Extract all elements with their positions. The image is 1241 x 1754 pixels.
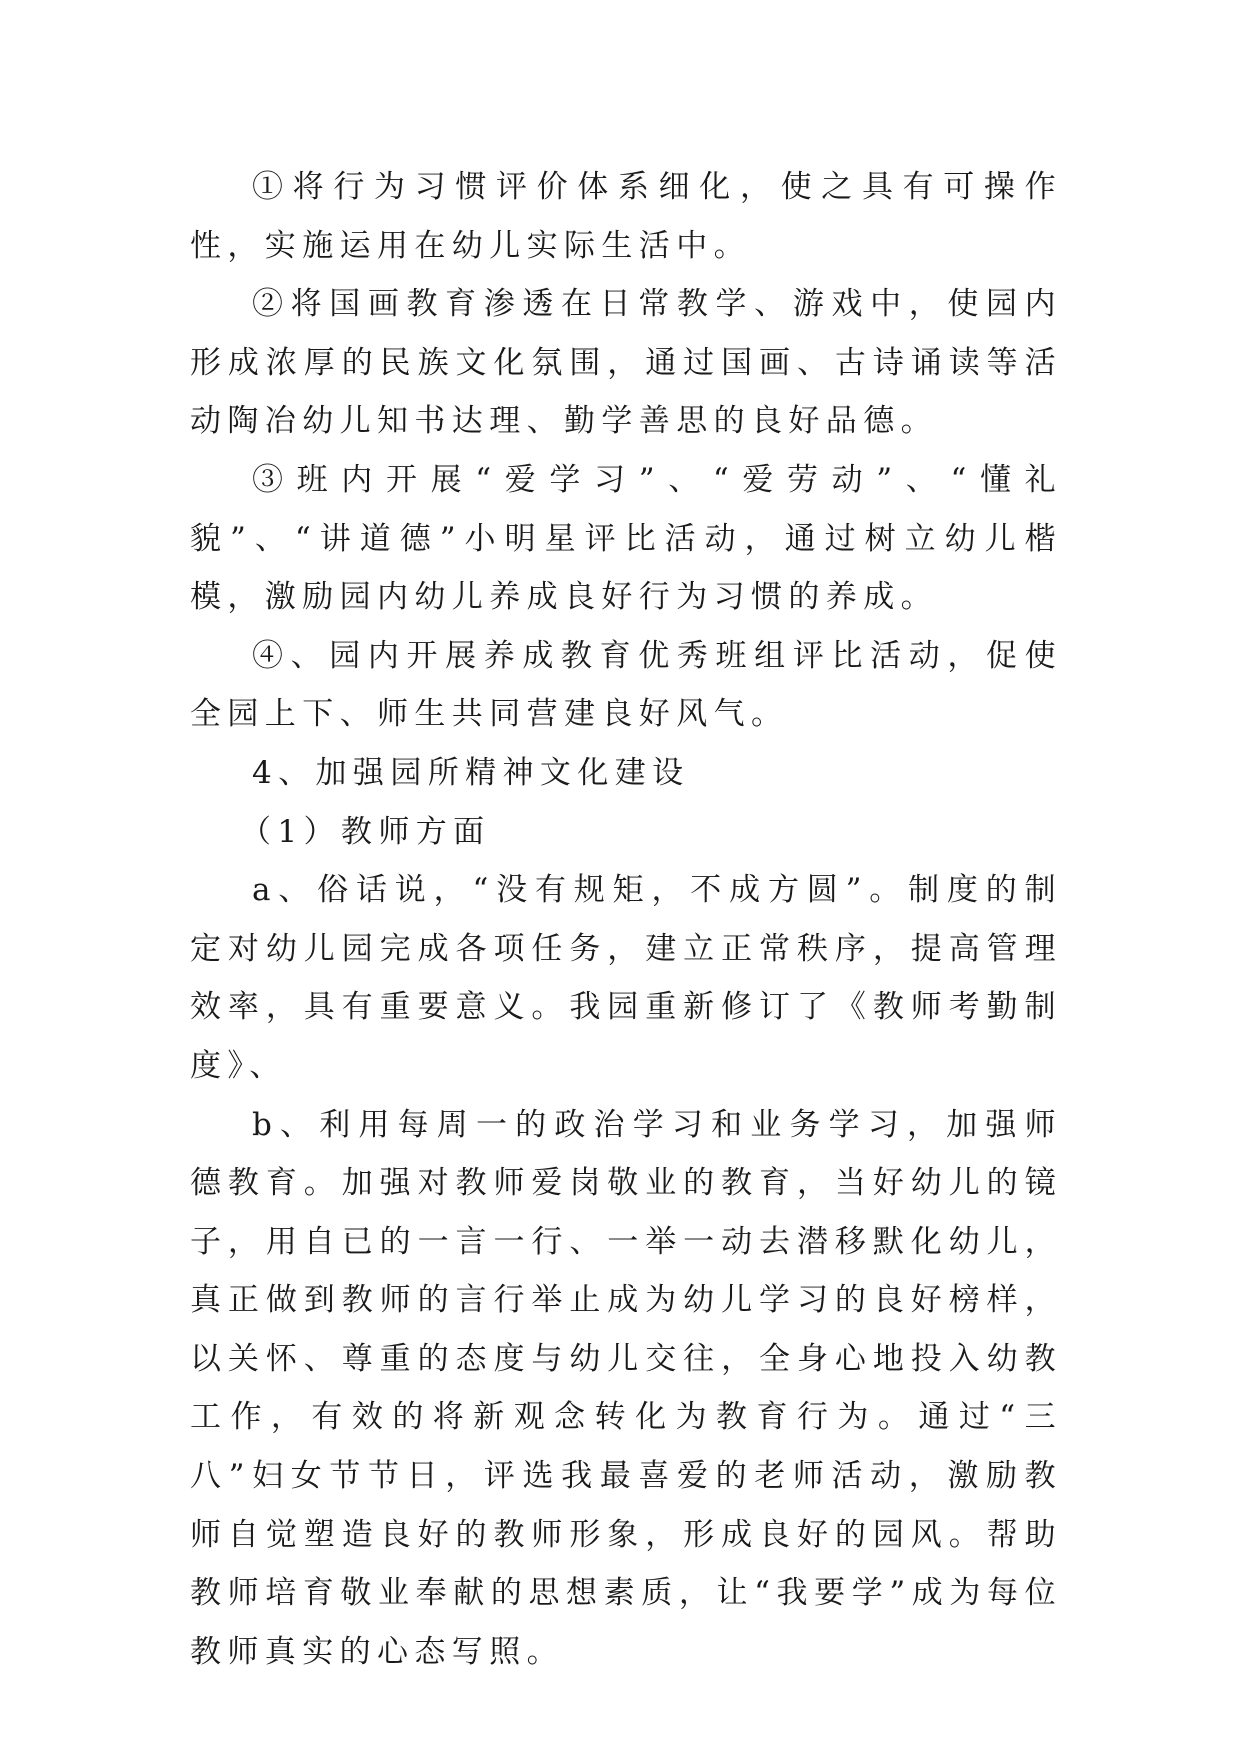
paragraph-star-selection: ③班内开展“爱学习”、“爱劳动”、“懂礼貌”、“讲道德”小明星评比活动，通过树立幼儿楷模，激励园内幼儿养成良好行为习惯的养成。: [190, 461, 1062, 616]
paragraph-painting-education: ②将国画教育渗透在日常教学、游戏中，使园内形成浓厚的民族文化氛围，通过国画、古诗诵读等活动陶冶幼儿知书达理、勤学善思的良好品德。: [190, 286, 1062, 440]
paragraph-class-selection: ④、园内开展养成教育优秀班组评比活动，促使全园上下、师生共同营建良好风气。: [190, 637, 1062, 733]
paragraph-teacher-ethics: b、利用每周一的政治学习和业务学习，加强师德教育。加强对教师爱岗敬业的教育，当好幼儿的镜子，用自已的一言一行、一举一动去潜移默化幼儿，真正做到教师的言行举止成为幼儿学习的良好榜样，以关怀、尊重的态度与幼儿交往，全身心地投入幼教工作，有效的将新观念转化为教育行为。通过“三八”妇女节节日，评选我最喜爱的老师活动，激励教师自觉塑造良好的教师形象，形成良好的园风。帮助教师培育敬业奉献的思想素质，让“我要学”成为每位教师真实的心态写照。: [190, 1106, 1062, 1670]
section-heading: 4、加强园所精神文化建设: [252, 754, 690, 791]
paragraph-rules: a、俗话说，“没有规矩，不成方圆”。制度的制定对幼儿园完成各项任务，建立正常秩序，提高管理效率，具有重要意义。我园重新修订了《教师考勤制度》、: [190, 872, 1062, 1084]
document-body: [190, 158, 1062, 1681]
paragraph-habit-evaluation: ①将行为习惯评价体系细化，使之具有可操作性，实施运用在幼儿实际生活中。: [190, 169, 1062, 264]
subsection-heading: （1）教师方面: [240, 813, 491, 850]
